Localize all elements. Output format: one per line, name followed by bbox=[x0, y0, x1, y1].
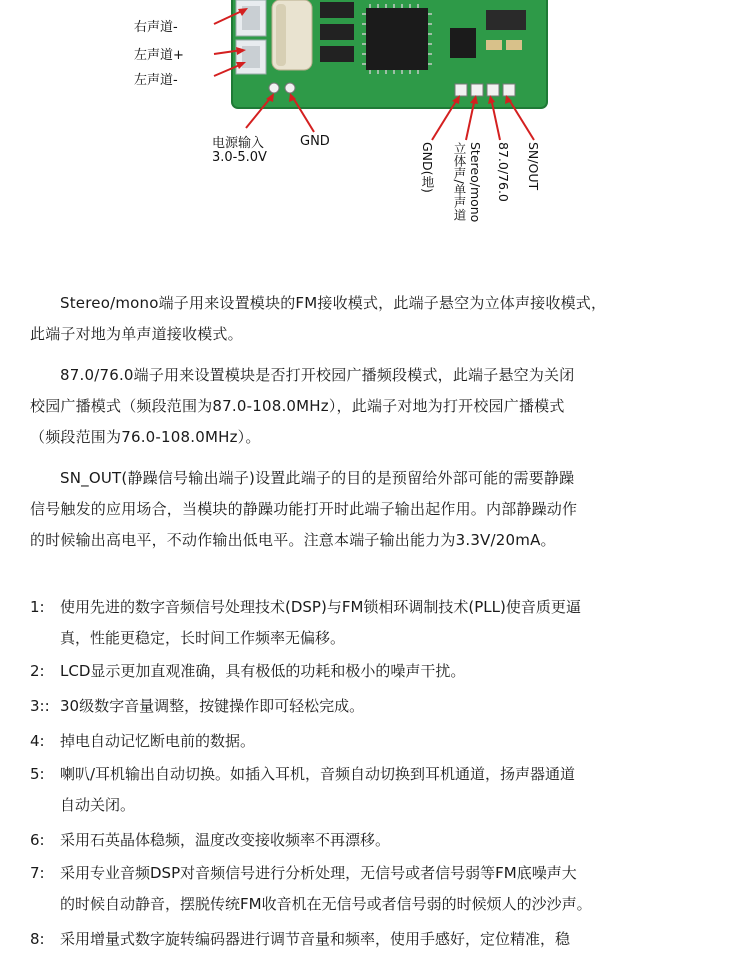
feature-number: 7: bbox=[30, 864, 45, 882]
feature-item-1 bbox=[30, 592, 581, 623]
feature-item-7-cont: 的时候自动静音，摆脱传统FM收音机在无信号或者信号弱的时候烦人的沙沙声。 bbox=[60, 895, 592, 913]
para-stereo-mono-l1: Stereo/mono端子用来设置模块的FM接收模式，此端子悬空为立体声接收模式， bbox=[60, 294, 607, 312]
feature-number: 2: bbox=[30, 662, 45, 680]
pin-power bbox=[269, 83, 279, 93]
feature-number: 6: bbox=[30, 831, 45, 849]
feature-text: 30级数字音量调整，按键操作即可轻松完成。 bbox=[60, 697, 365, 715]
pin-gnd bbox=[285, 83, 295, 93]
para-sn-out-l3: 的时候输出高电平，不动作输出低电平。注意本端子输出能力为3.3V/20mA。 bbox=[30, 531, 556, 549]
feature-item-6 bbox=[30, 825, 390, 856]
feature-text: LCD显示更加直观准确，具有极低的功耗和极小的噪声干扰。 bbox=[60, 662, 466, 680]
pin-2 bbox=[471, 84, 483, 96]
label-pin-band: 87.0/76.0 bbox=[496, 142, 511, 202]
label-pin-gnd: GND(地) bbox=[420, 142, 435, 193]
feature-item-7 bbox=[30, 858, 577, 889]
feature-text: 使用先进的数字音频信号处理技术(DSP)与FM锁相环调制技术(PLL)使音质更逼 bbox=[60, 598, 581, 616]
para-band-l2: 校园广播模式（频段范围为87.0-108.0MHz），此端子对地为打开校园广播模式 bbox=[30, 397, 565, 415]
para-sn-out-l2: 信号触发的应用场合，当模块的静躁功能打开时此端子输出起作用。内部静躁动作 bbox=[30, 500, 578, 518]
feature-item-1-cont: 真，性能更稳定，长时间工作频率无偏移。 bbox=[60, 629, 346, 647]
module-photo bbox=[0, 0, 750, 280]
feature-item-5 bbox=[30, 759, 575, 790]
label-pin-sn-out: SN/OUT bbox=[526, 142, 541, 191]
feature-number: 3:: bbox=[30, 697, 50, 715]
label-left-channel-plus: 左声道+ bbox=[134, 48, 184, 63]
feature-item-4 bbox=[30, 726, 255, 757]
para-stereo-mono-l2: 此端子对地为单声道接收模式。 bbox=[30, 325, 243, 343]
feature-number: 8: bbox=[30, 930, 45, 948]
feature-number: 4: bbox=[30, 732, 45, 750]
para-sn-out-l1: SN_OUT(静躁信号输出端子)设置此端子的目的是预留给外部可能的需要静躁 bbox=[60, 469, 575, 487]
feature-item-2 bbox=[30, 656, 465, 687]
feature-text: 采用专业音频DSP对音频信号进行分析处理，无信号或者信号弱等FM底噪声大 bbox=[60, 864, 577, 882]
label-right-channel-minus: 右声道- bbox=[134, 20, 178, 35]
feature-number: 5: bbox=[30, 765, 45, 783]
feature-text: 采用增量式数字旋转编码器进行调节音量和频率，使用手感好，定位精准，稳 bbox=[60, 930, 571, 948]
feature-number: 1: bbox=[30, 598, 45, 616]
pin-1 bbox=[455, 84, 467, 96]
feature-item-8 bbox=[30, 924, 570, 955]
para-band-l1: 87.0/76.0端子用来设置模块是否打开校园广播频段模式，此端子悬空为关闭 bbox=[60, 366, 575, 384]
feature-text: 掉电自动记忆断电前的数据。 bbox=[60, 732, 256, 750]
feature-text: 采用石英晶体稳频，温度改变接收频率不再漂移。 bbox=[60, 831, 391, 849]
label-power-voltage: 3.0-5.0V bbox=[212, 150, 267, 165]
chip-8pin bbox=[450, 28, 476, 58]
main-chip bbox=[366, 8, 428, 70]
feature-text: 喇叭/耳机输出自动切换。如插入耳机，音频自动切换到耳机通道，扬声器通道 bbox=[60, 765, 576, 783]
feature-item-5-cont: 自动关闭。 bbox=[60, 796, 136, 814]
label-pin-stereo-mono-cn: 立体声/单声道 bbox=[452, 142, 467, 222]
pin-4 bbox=[503, 84, 515, 96]
label-left-channel-minus: 左声道- bbox=[134, 73, 178, 88]
pin-3 bbox=[487, 84, 499, 96]
feature-item-3 bbox=[30, 691, 364, 722]
label-pin-stereo-mono: Stereo/mono bbox=[468, 142, 483, 223]
para-band-l3: （频段范围为76.0-108.0MHz）。 bbox=[30, 428, 261, 446]
label-gnd: GND bbox=[300, 134, 330, 149]
chip-small bbox=[320, 2, 354, 18]
pcb-diagram bbox=[0, 0, 750, 280]
label-power-input: 电源输入 bbox=[212, 136, 265, 151]
